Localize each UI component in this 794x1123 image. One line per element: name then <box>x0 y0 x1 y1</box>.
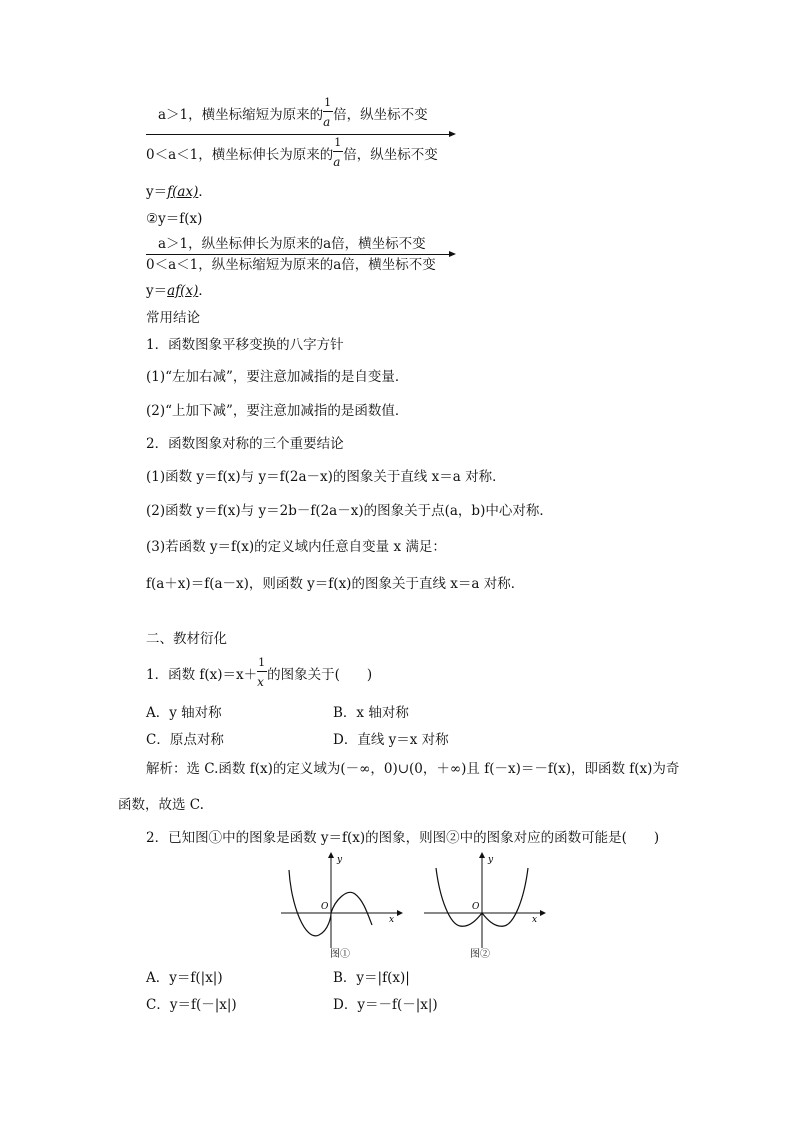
question1: 1．函数 f(x)＝x＋ $\frac{1}{x}$ 的图象关于( ) <box>146 656 373 689</box>
figure2-caption: 图② <box>470 949 490 960</box>
fig2-axis-x-label: x <box>532 915 538 925</box>
fraction-1-over-x: $\frac{1}{x}$ <box>257 656 266 689</box>
q1-option-b: B．x 轴对称 <box>333 705 409 721</box>
q2-option-c: C．y＝f(－|x|) <box>146 997 237 1013</box>
conclusion2-title: 2．函数图象对称的三个重要结论 <box>146 436 344 452</box>
q2-option-a: A．y＝f(|x|) <box>146 970 223 986</box>
transform1-above-text: a＞1，横坐标缩短为原来的 $\frac{1}{a}$ 倍，纵坐标不变 <box>158 96 428 129</box>
transform2-arrow <box>146 254 454 255</box>
q1-solution-line1: 解析：选 C.函数 f(x)的定义域为(－∞，0)∪(0，＋∞)且 f(－x)＝－f(x)，即函数 f(x)为奇 <box>146 761 680 777</box>
conclusion2-item4: f(a＋x)＝f(a－x)，则函数 y＝f(x)的图象关于直线 x＝a 对称． <box>146 576 525 592</box>
fraction-1-over-a: $\frac{1}{a}$ <box>323 96 332 129</box>
transform1-arrow <box>146 134 454 135</box>
fig2-axis-y-label: y <box>488 855 494 865</box>
figure2-graph <box>422 850 552 950</box>
conclusion2-item1: (1)函数 y＝f(x)与 y＝f(2a－x)的图象关于直线 x＝a 对称． <box>146 469 506 485</box>
q1-option-d: D．直线 y＝x 对称 <box>333 732 449 748</box>
result2: y＝af(x)． <box>146 283 212 299</box>
q1-solution-line2: 函数，故选 C. <box>118 797 204 813</box>
conclusion1-item2: (2)“上加下减”，要注意加减指的是函数值． <box>146 403 409 419</box>
q1-option-c: C．原点对称 <box>146 732 224 748</box>
result1: y＝f(ax)． <box>146 184 212 200</box>
conclusion1-title: 1．函数图象平移变换的八字方针 <box>146 337 344 353</box>
q1-option-a: A．y 轴对称 <box>146 705 222 721</box>
transform2-above-text: a＞1，纵坐标伸长为原来的a倍，横坐标不变 <box>158 236 426 252</box>
transform1-below-text: 0＜a＜1，横坐标伸长为原来的 $\frac{1}{a}$ 倍，纵坐标不变 <box>146 136 438 169</box>
fig1-origin-label: O <box>321 902 329 912</box>
fig1-axis-x-label: x <box>389 915 395 925</box>
figure1-graph <box>277 850 407 950</box>
conclusion2-item3: (3)若函数 y＝f(x)的定义域内任意自变量 x 满足： <box>146 539 446 555</box>
common-conclusions-title: 常用结论 <box>146 310 200 326</box>
conclusion2-item2: (2)函数 y＝f(x)与 y＝2b－f(2a－x)的图象关于点(a，b)中心对称． <box>146 503 553 519</box>
fraction-1-over-a-2: $\frac{1}{a}$ <box>333 136 342 169</box>
q2-option-d: D．y＝－f(－|x|) <box>333 997 438 1013</box>
question2: 2．已知图①中的图象是函数 y＝f(x)的图象，则图②中的图象对应的函数可能是( ) <box>146 830 660 846</box>
fig2-origin-label: O <box>472 902 480 912</box>
transform2-below-text: 0＜a＜1，纵坐标缩短为原来的a倍，横坐标不变 <box>146 257 436 273</box>
q2-option-b: B．y＝|f(x)| <box>333 970 410 986</box>
item2-label: ②y＝f(x) <box>146 211 203 227</box>
section2-title: 二、教材衍化 <box>146 631 227 647</box>
figure1-caption: 图① <box>330 949 350 960</box>
conclusion1-item1: (1)“左加右减”，要注意加减指的是自变量． <box>146 369 409 385</box>
fig1-axis-y-label: y <box>337 855 343 865</box>
